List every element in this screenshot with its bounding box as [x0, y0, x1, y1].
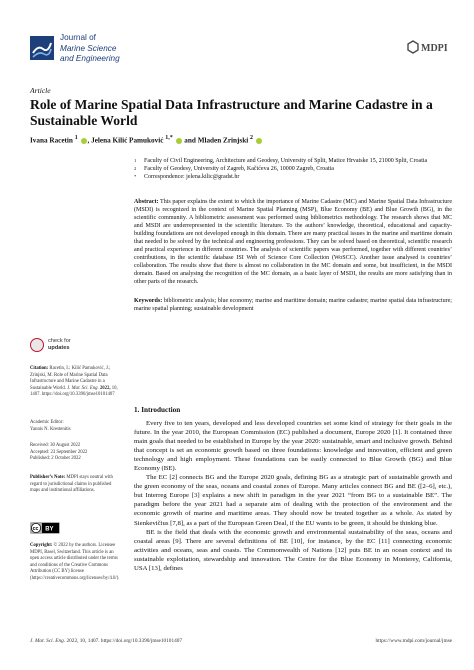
received-date: Received: 30 August 2022 — [30, 443, 81, 448]
author-name[interactable]: Mladen Zrinjski — [197, 136, 249, 145]
abstract-text: This paper explains the extent to which the importance of Marine Cadastre (MC) and Marine Spatial Data Infrastructure (MSDI) is recognized in the context of Marine Spatial Planning (MSP), Blue Economy (BE) and Blue Growth (BG), in the scientific community. A bibliometric assessment was performed using bibliometrics methodology. The research shows that MC and MSDI are underrepresented in the scientific literature. To the authors’ knowledge, theoretical, educational and capacity-building foundations are not developed enough in this domain. There are many practical issues in the marine and maritime domain that needed to be solved by the technical and engineering professions. They can be solved based on theoretical, scientific research and practical experience in different countries. The analysis of scientific papers was performed, together with different countries’ contributions, in the scientific database ISI Web of Science Core Collection (WoSCC). Another issue analysed is countries’ collaboration. The results show that there is almost no collaboration in the MC domain and some, but insufficient, in the MSDI domain. Based on analysing the recognition of the MC domain, as a basic layer of MSDI, the results are more satisfying than in other parts of the research. — [134, 199, 452, 286]
publication-dates — [30, 443, 122, 463]
keywords — [134, 297, 452, 313]
introduction-body — [134, 419, 452, 573]
author-affiliation-mark: 1,* — [165, 135, 173, 141]
check-for-updates-button[interactable] — [30, 336, 90, 358]
by-icon-text: BY — [45, 526, 54, 533]
author-affiliation-mark: 2 — [250, 135, 254, 141]
citation-volume: 2022, — [99, 385, 111, 391]
citation-block — [30, 366, 122, 399]
cc-by-license-icon[interactable] — [30, 522, 60, 534]
publisher-note-text: MDPI stays neutral with regard to jurisdictional claims in published maps and institutional affiliations. — [30, 475, 113, 493]
publisher-note-label: Publisher’s Note: — [30, 475, 66, 480]
footer-url[interactable]: https://www.mdpi.com/journal/jmse — [375, 638, 452, 644]
article-title: Role of Marine Spatial Data Infrastructure and Marine Cadastre in a Sustainable World — [30, 97, 433, 128]
affiliation-text: Faculty of Civil Engineering, Architecture and Geodesy, University of Split, Matice Hrvatske 15, 21000 Split, Croatia — [144, 158, 428, 164]
accepted-date: Accepted: 23 September 2022 — [30, 449, 88, 455]
published-date: Published: 2 October 2022 — [30, 456, 81, 461]
affiliation-item — [134, 158, 454, 166]
affiliation-mark: 2 — [134, 165, 137, 171]
mdpi-logo-icon — [407, 40, 451, 54]
check-for-updates-line2: updates — [48, 344, 70, 351]
abstract-label: Abstract: — [134, 199, 159, 205]
citation-journal: J. Mar. Sci. Eng. — [67, 385, 99, 391]
journal-name-line1: Journal of — [60, 33, 96, 42]
author-name[interactable]: Jelena Kilić Pamuković — [91, 136, 164, 145]
copyright-block — [30, 543, 122, 582]
affiliation-text: Faculty of Geodesy, University of Zagreb, Kačićeva 26, 10000 Zagreb, Croatia — [144, 165, 334, 172]
cc-icon-text: cc — [32, 526, 39, 532]
journal-name-line2a: Marine Science — [60, 43, 117, 53]
journal-name — [60, 33, 220, 65]
academic-editor-label: Academic Editor: — [30, 420, 64, 425]
author-affiliation-mark: 1 — [74, 135, 78, 141]
journal-logo-icon — [30, 36, 54, 60]
author-name[interactable]: Ivana Racetin — [30, 136, 73, 145]
check-for-updates-line1: check for — [48, 338, 71, 344]
check-for-updates-label — [48, 338, 71, 351]
orcid-icon[interactable] — [81, 138, 87, 144]
citation-label: Citation: — [30, 366, 49, 371]
article-type: Article — [30, 86, 51, 95]
orcid-icon[interactable] — [176, 138, 182, 144]
publisher-note — [30, 475, 122, 495]
affiliation-mark: * — [134, 173, 137, 179]
paragraph: Every five to ten years, developed and less developed countries set some kind of strategy for their goals in the future. In the year 2010, the European Commission (EC) published a document, Europe 2020 [1]. It contained three main goals that needed to be established in Europe by the year 2020: sustainable, smart and inclusive growth. Behind that concept is set an economic growth based on three foundations: knowledge and innovation, efficient and green technology and high employment. These foundations can be easily connected to Blue Growth (BG) and Blue Economy (BE). — [134, 420, 452, 473]
footer-citation[interactable]: 2022, 10, 1407. https://doi.org/10.3390/jmse10101407 — [66, 638, 183, 644]
keywords-text: bibliometric analysis; blue economy; marine and maritime domain; marine cadastre; marine spatial data infrastructure; marine spatial planning; sustainable development — [134, 298, 452, 313]
author-list: Ivana Racetin $^1$ , Jelena Kilić Pamuković $^{1,*}$ and Mladen Zrinjski $^2$ — [30, 134, 450, 145]
affiliation-mark: 1 — [134, 158, 137, 163]
check-for-updates-icon — [30, 338, 44, 352]
author-conjunction: and — [184, 136, 196, 145]
section-heading: 1. Introduction — [134, 406, 181, 414]
orcid-icon[interactable] — [256, 138, 262, 144]
mdpi-logo-text: MDPI — [421, 43, 448, 54]
affiliation-item — [134, 166, 454, 174]
page-footer — [30, 638, 452, 644]
footer-journal: J. Mar. Sci. Eng. — [30, 638, 66, 644]
correspondence-text[interactable]: Correspondence: jelena.kilic@gradst.hr — [144, 173, 240, 180]
paragraph: The EC [2] connects BG and the Europe 2020 goals, defining BG as a strategic part of sustainable growth and the green economy of the seas, oceans and coastal zones of Europe. Many articles connect BG and BE ([2–6], etc.), but Interreg Europe [3] explains a new shift in paradigm in the year 2021 “from BG to a sustainable BE”. The paradigm before the year 2021 had a separate aim of dealing with the protection of the environment and the economic growth of marine and maritime areas. They should now be treated together as a whole. As stated by Sienkevičius [7,8], as a part of the European Green Deal, if the EU wants to be green, it should be thinking blue. — [134, 474, 452, 527]
keywords-label: Keywords: — [134, 298, 163, 304]
correspondence — [134, 174, 454, 182]
journal-name-line2b: and Engineering — [60, 54, 120, 63]
copyright-label: Copyright: — [30, 543, 53, 548]
abstract — [134, 198, 452, 287]
academic-editor-name: Yannis N. Krestenitis — [30, 426, 71, 432]
academic-editor — [30, 420, 122, 433]
paragraph: BE is the field that deals with the economic growth and environmental sustainability of the seas, oceans and coastal areas [9]. There are several definitions of BE [10], for instance, by the EC [11] connecting economic activities and oceans, seas and coasts. The Commonwealth of Nations [12] puts BE in an ocean context and its sustainable exploitation, stewardship and innovation. The Centre for the Blue Economy in Monterey, California, USA [13], defines — [134, 528, 452, 572]
affiliations — [134, 158, 454, 182]
citation-doi[interactable]: 10, 1407. https://doi.org/10.3390/jmse10101407 — [30, 385, 118, 397]
citation-text: Racetin, I.; Kilić Pamuković, J.; Zrinjski, M. Role of Marine Spatial Data Infrastructure and Marine Cadastre in a Sustainable World. — [30, 366, 111, 391]
copyright-text: © 2022 by the authors. Licensee MDPI, Basel, Switzerland. This article is an open access article distributed under the terms and conditions of the Creative Commons Attribution (CC BY) license (https://creativecommons.org/licenses/by/4.0/). — [30, 543, 120, 581]
